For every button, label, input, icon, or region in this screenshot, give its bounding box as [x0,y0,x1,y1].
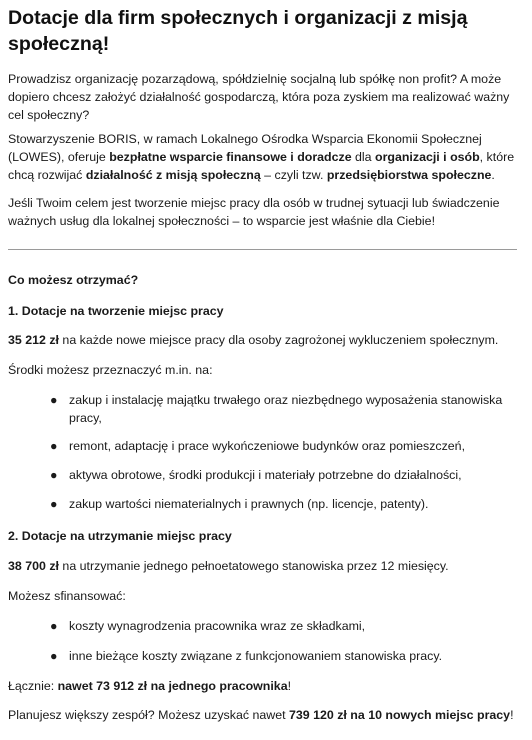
offer-text-3: , które chcą rozwijać [8,150,515,182]
section2-heading: 2. Dotacje na utrzymanie miejsc pracy [8,529,232,543]
bigger-team-amount: 739 120 zł na 10 nowych miejsc pracy [288,708,511,722]
section1-amount: 35 212 zł [8,333,59,347]
what-heading-1: Co [8,273,28,287]
list-item-text: aktywa obrotowe, środki produkcji i materiały potrzebne do działalności, [69,468,462,482]
section-divider [8,249,517,250]
section1-funds-intro: Środki możesz przeznaczyć m.in. na: [8,363,213,377]
bigger-team-end: ! [510,708,514,722]
bullet-icon: ● [50,497,58,511]
bullet-icon: ● [50,619,58,633]
section2-amount: 38 700 zł [8,559,59,573]
list-item-text: zakup wartości niematerialnych i prawnych (np. licencje, patenty). [69,497,429,511]
jobs-goal-paragraph: Jeśli Twoim celem jest tworzenie miejsc pracy dla osób w trudnej sytuacji lub świadczenie ważnych usług dla lokalnej społeczności – to wsparcie jest właśnie dla Ciebie! [8,196,500,228]
offer-bold-support: bezpłatne wsparcie finansowe i doradcze [109,150,352,164]
what-heading-3: otrzymać? [72,273,139,287]
page-title: Dotacje dla firm społecznych i organizacji z misją społeczną! [8,7,468,55]
total-line [8,677,518,695]
list-item-text: zakup i instalację majątku trwałego oraz niezbędnego wyposażenia stanowiska pracy, [69,393,503,425]
what-heading [8,271,518,289]
offer-text-4: – czyli tzw. [260,168,327,182]
offer-text-5: . [491,168,495,182]
offer-bold-organizations: organizacji i osób [375,150,480,164]
bullet-icon: ● [50,439,58,453]
section2-finance-intro: Możesz sfinansować: [8,589,126,603]
section2-amount-text: na utrzymanie jednego pełnoetatowego stanowiska przez 12 miesięcy. [58,559,449,573]
section1-amount-text: na każde nowe miejsce pracy dla osoby zagrożonej wykluczeniem społecznym. [58,333,499,347]
list-item-text: inne bieżące koszty związane z funkcjonowaniem stanowiska pracy. [69,649,443,663]
bullet-icon: ● [50,468,58,482]
total-label: Łącznie: [8,679,58,693]
total-end: ! [287,679,292,693]
list-item-text: remont, adaptację i prace wykończeniowe budynków oraz pomieszczeń, [69,439,466,453]
bigger-team-line [8,706,518,724]
intro-paragraph: Prowadzisz organizację pozarządową, spółdzielnię socjalną lub spółkę non profit? A może dopiero chcesz założyć działalność gospodarczą, która poza zyskiem ma realizować ważny cel społeczny? [8,72,510,122]
section2-amount-line [8,557,518,575]
bullet-icon: ● [50,393,58,407]
total-value: nawet 73 912 zł na jednego pracownika [57,679,288,693]
bullet-icon: ● [50,649,58,663]
section1-amount-line [8,331,518,349]
offer-bold-mission: działalność z misją społeczną [85,168,261,182]
list-item-text: koszty wynagrodzenia pracownika wraz ze składkami, [69,619,366,633]
offer-text-2: dla [351,150,376,164]
what-heading-2: możesz [27,273,73,287]
offer-text-1: Stowarzyszenie BORIS, w ramach Lokalnego Ośrodka Wsparcia Ekonomii Społecznej (LOWES), oferuje [8,132,482,164]
section1-heading: 1. Dotacje na tworzenie miejsc pracy [8,304,224,318]
offer-paragraph [8,130,518,184]
offer-bold-enterprises: przedsiębiorstwa społeczne [326,168,492,182]
bigger-team-text: Planujesz większy zespół? Możesz uzyskać nawet [8,708,289,722]
